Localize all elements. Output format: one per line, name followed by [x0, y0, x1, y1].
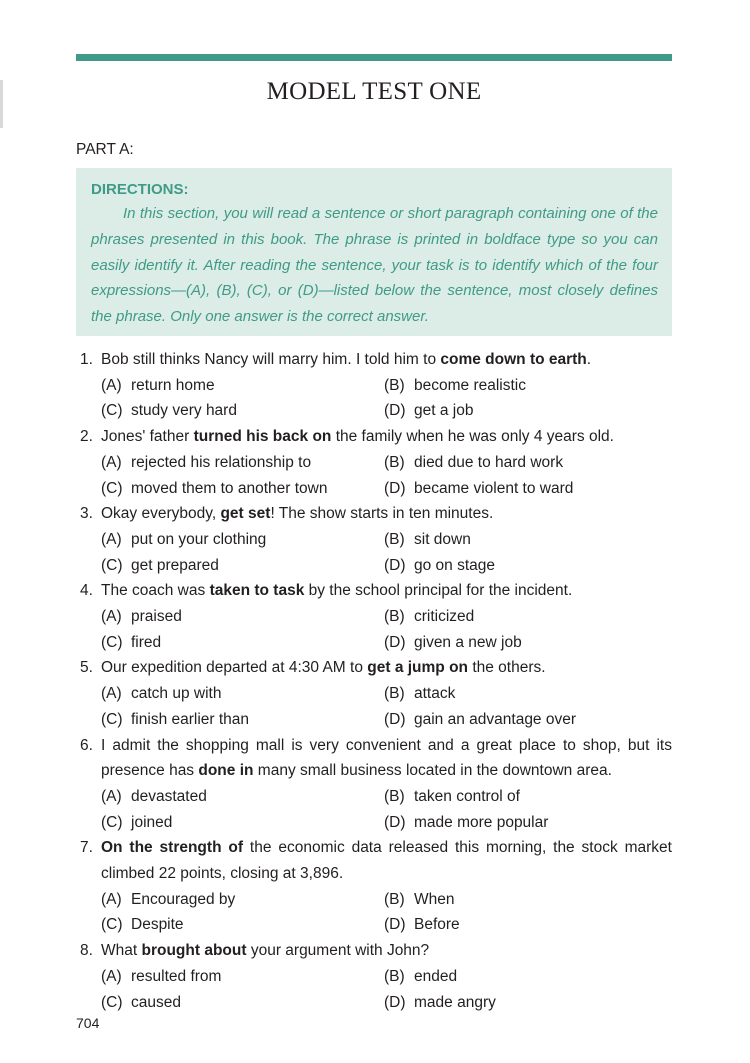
question-number: 6. [80, 736, 93, 754]
key-phrase: come down to earth [440, 351, 587, 368]
option-label: (B) [384, 967, 405, 985]
answer-options [80, 784, 672, 835]
answer-option [101, 681, 384, 707]
answer-option [384, 527, 672, 553]
answer-option [101, 553, 384, 579]
directions-box [76, 168, 672, 336]
option-label: (B) [384, 685, 405, 703]
option-label: (D) [384, 993, 406, 1011]
answer-option [101, 398, 384, 424]
option-text: go on stage [414, 556, 496, 574]
option-label: (D) [384, 556, 406, 574]
answer-options [80, 887, 672, 938]
question-text-after: the others. [468, 659, 546, 677]
answer-option [384, 681, 672, 707]
option-label: (B) [384, 608, 405, 626]
part-heading: PART A: [76, 141, 134, 158]
option-text: return home [131, 376, 215, 394]
question-number: 2. [80, 428, 93, 446]
option-label: (A) [101, 376, 122, 394]
question-text-before: Okay everybody, [101, 505, 221, 523]
answer-option [384, 604, 672, 630]
key-phrase: turned his back on [193, 428, 332, 446]
key-phrase: get set [220, 505, 271, 523]
page-edge-mark [0, 80, 3, 128]
option-label: (D) [384, 633, 406, 651]
answer-options [80, 681, 672, 732]
option-text: Encouraged by [131, 890, 236, 908]
question-stem [80, 424, 672, 450]
question-number: 5. [80, 659, 93, 677]
answer-option [384, 810, 672, 836]
answer-option [101, 604, 384, 630]
option-label: (C) [101, 402, 123, 420]
key-phrase: On the strength of [101, 839, 244, 857]
option-text: resulted from [131, 967, 222, 985]
option-label: (B) [384, 890, 405, 908]
key-phrase: done in [198, 762, 254, 780]
header-rule [76, 54, 672, 61]
option-label: (A) [101, 453, 122, 471]
option-text: caused [131, 993, 181, 1011]
option-text: died due to hard work [414, 453, 564, 471]
question-stem [80, 938, 672, 964]
option-label: (B) [384, 530, 405, 548]
option-label: (D) [384, 813, 406, 831]
question-item [80, 347, 672, 424]
question-item [80, 938, 672, 1015]
answer-option [384, 553, 672, 579]
option-label: (B) [384, 453, 405, 471]
question-stem [80, 347, 672, 373]
option-text: taken control of [414, 787, 520, 805]
option-text: made more popular [414, 813, 549, 831]
option-label: (C) [101, 993, 123, 1011]
option-text: finish earlier than [131, 710, 250, 728]
option-label: (C) [101, 633, 123, 651]
option-text: ended [414, 967, 458, 985]
option-text: study very hard [131, 402, 237, 420]
question-number: 4. [80, 582, 93, 600]
question-text-after: your argument with John? [246, 942, 430, 960]
answer-option [384, 398, 672, 424]
answer-option [101, 373, 384, 399]
answer-option [101, 630, 384, 656]
directions-heading: DIRECTIONS: [91, 181, 189, 198]
answer-options [80, 964, 672, 1015]
question-text-after: ! The show starts in ten minutes. [270, 505, 494, 523]
answer-option [101, 450, 384, 476]
question-item [80, 501, 672, 578]
option-text: put on your clothing [131, 530, 267, 548]
question-text [101, 733, 672, 784]
option-label: (D) [384, 479, 406, 497]
answer-option [384, 476, 672, 502]
question-number: 7. [80, 839, 93, 857]
option-text: Despite [131, 916, 184, 934]
answer-option [101, 887, 384, 913]
answer-option [384, 450, 672, 476]
option-label: (C) [101, 556, 123, 574]
question-number: 3. [80, 505, 93, 523]
option-text: joined [131, 813, 173, 831]
answer-option [384, 373, 672, 399]
option-label: (A) [101, 685, 122, 703]
question-item [80, 733, 672, 836]
option-text: devastated [131, 787, 207, 805]
question-item [80, 835, 672, 938]
option-text: fired [131, 633, 162, 651]
option-text: made angry [414, 993, 496, 1011]
option-label: (D) [384, 710, 406, 728]
option-label: (A) [101, 608, 122, 626]
key-phrase: get a jump on [367, 659, 469, 677]
question-stem [80, 578, 672, 604]
answer-option [101, 990, 384, 1016]
option-text: become realistic [414, 376, 526, 394]
question-stem [80, 655, 672, 681]
answer-option [101, 527, 384, 553]
key-phrase: taken to task [209, 582, 305, 600]
question-item [80, 655, 672, 732]
answer-option [384, 990, 672, 1016]
question-text [101, 424, 672, 450]
question-text-after: the economic data released this morning, the stock market climbed 22 points, closing at 3,896. [101, 839, 672, 883]
question-text-before: Bob still thinks Nancy will marry him. I told him to [101, 351, 441, 368]
option-label: (B) [384, 376, 405, 394]
answer-options [80, 604, 672, 655]
option-text: gain an advantage over [414, 710, 577, 728]
question-stem [80, 501, 672, 527]
question-text-before: Our expedition departed at 4:30 AM to [101, 659, 368, 677]
answer-option [384, 707, 672, 733]
answer-option [101, 964, 384, 990]
question-text [101, 835, 672, 886]
answer-option [101, 912, 384, 938]
answer-option [101, 810, 384, 836]
option-text: moved them to another town [131, 479, 328, 497]
option-text: rejected his relationship to [131, 453, 312, 471]
option-text: get a job [414, 402, 474, 420]
question-list [80, 347, 672, 1015]
option-text: catch up with [131, 685, 222, 703]
question-stem [80, 835, 672, 886]
option-label: (A) [101, 787, 122, 805]
question-stem [80, 733, 672, 784]
directions-text: In this section, you will read a sentence or short paragraph containing one of the phrases presented in this book. The phrase is printed in boldface type so you can easily identify it. After reading the sentence, your task is to identify which of the four expressions—(A), (B), (C), or (D)—listed below the sentence, most closely defines the phrase. Only one answer is the correct answer. [91, 205, 658, 326]
answer-options [80, 373, 672, 424]
question-text [101, 578, 672, 604]
option-text: Before [414, 916, 460, 934]
answer-option [101, 784, 384, 810]
question-number: 8. [80, 942, 93, 960]
question-text-before: Jones' father [101, 428, 194, 446]
option-text: given a new job [414, 633, 522, 651]
option-text: criticized [414, 608, 475, 626]
option-text: praised [131, 608, 182, 626]
option-label: (A) [101, 530, 122, 548]
question-number: 1. [80, 351, 93, 368]
option-label: (B) [384, 787, 405, 805]
option-text: became violent to ward [414, 479, 574, 497]
option-label: (A) [101, 967, 122, 985]
question-text [101, 655, 672, 681]
question-text-before: I admit the shopping mall is very convenient and a great place to shop, but its presence has [101, 736, 672, 780]
option-label: (A) [101, 890, 122, 908]
answer-option [101, 707, 384, 733]
question-text-after: . [586, 351, 592, 368]
question-text [101, 347, 672, 373]
option-text: sit down [414, 530, 471, 548]
option-text: get prepared [131, 556, 219, 574]
question-text [101, 938, 672, 964]
option-label: (C) [101, 916, 123, 934]
question-item [80, 424, 672, 501]
question-text-after: by the school principal for the incident. [304, 582, 573, 600]
key-phrase: brought about [141, 942, 247, 960]
question-text-before: The coach was [101, 582, 210, 600]
option-label: (C) [101, 479, 123, 497]
answer-option [384, 784, 672, 810]
option-label: (C) [101, 710, 123, 728]
answer-option [384, 887, 672, 913]
option-label: (C) [101, 813, 123, 831]
question-text-after: many small business located in the downtown area. [253, 762, 612, 780]
question-text-before: What [101, 942, 142, 960]
answer-option [384, 630, 672, 656]
question-text [101, 501, 672, 527]
answer-options [80, 527, 672, 578]
answer-option [384, 964, 672, 990]
page-title: MODEL TEST ONE [266, 78, 482, 105]
option-text: When [414, 890, 455, 908]
question-item [80, 578, 672, 655]
option-label: (D) [384, 402, 406, 420]
answer-options [80, 450, 672, 501]
answer-option [384, 912, 672, 938]
page-number: 704 [76, 1015, 100, 1031]
answer-option [101, 476, 384, 502]
option-label: (D) [384, 916, 406, 934]
option-text: attack [414, 685, 456, 703]
question-text-after: the family when he was only 4 years old. [331, 428, 614, 446]
